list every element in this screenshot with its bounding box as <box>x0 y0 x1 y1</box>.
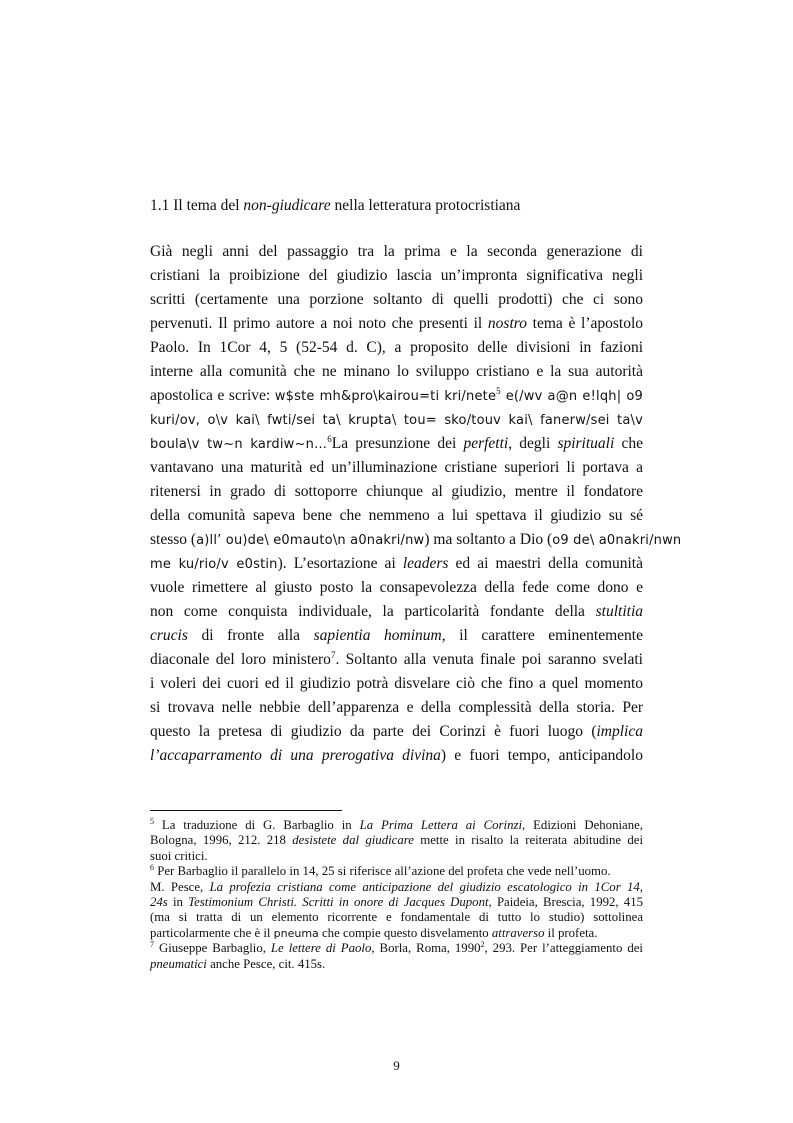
footnote-6: particolarmente che è il pneuma che compie questo disvelamento attraverso il profeta. <box>150 925 598 940</box>
footnote-ref: 6 <box>327 434 332 444</box>
footnote-ref: 5 <box>496 386 501 396</box>
footnote-6: $^6$ Per Barbaglio il parallelo in 14, 25 si riferisce all’azione del profeta che vede nell’uomo. <box>150 863 611 879</box>
body-line: diaconale del loro ministero$^7$. Soltanto alla venuta finale poi saranno svelati <box>150 650 643 668</box>
body-line: scritti (certamente una porzione soltanto di quelli prodotti) che ci sono <box>150 291 643 308</box>
footnote-6: 24s in Testimonium Christi. Scritti in onore di Jacques Dupont, Paideia, Brescia, 1992, 415 <box>150 894 643 909</box>
greek-quote: a)ll’ ou)de\ e0mauto\n a0nakri/nw <box>196 533 425 548</box>
greek-quote: w$ste mh&pro\kairou=ti kri/nete <box>274 389 497 404</box>
body-line: Paolo. In 1Cor 4, 5 (52-54 d. C), a proposito delle divisioni in fazioni <box>150 339 643 356</box>
footnote-7: pneumatici anche Pesce, cit. 415s. <box>150 956 326 971</box>
body-line <box>150 408 643 432</box>
body-line: interne alla comunità che ne minano lo sviluppo cristiano e la sua autorità <box>150 363 643 380</box>
footnote-5: suoi critici. <box>150 848 208 863</box>
body-paragraph <box>150 240 682 768</box>
body-line: della comunità sapeva bene che nemmeno a lui spettava il giudizio su sé <box>150 507 643 524</box>
footnote-6: (ma si tratta di un elemento ricorrente e fondamentale di tutto lo studio) sottolinea <box>150 910 643 925</box>
footnote-separator <box>150 810 342 811</box>
greek-quote: e(/wv a@n e!lqh| o9 <box>500 389 643 404</box>
body-line: vantavano una maturità ed un’illuminazione cristiane superiori li portava a <box>150 459 643 476</box>
body-line: stesso (a)ll’ ou)de\ e0mauto\n a0nakri/nw) ma soltanto a Dio (o9 de\ a0nakri/nwn <box>150 531 682 548</box>
section-heading: 1.1 Il tema del non-giudicare nella letteratura protocristiana <box>150 197 521 214</box>
greek-quote: kuri/ov, o\v kai\ fwti/sei ta\ krupta\ tou= sko/touv kai\ fanerw/sei ta\v <box>150 413 643 428</box>
greek-quote: o9 de\ a0nakri/nwn <box>552 533 682 548</box>
body-line: i voleri dei cuori ed il giudizio potrà disvelare ciò che fino a quel momento <box>150 675 643 692</box>
footnote-7: $^7$ Giuseppe Barbaglio, Le lettere di Paolo, Borla, Roma, 1990$^2$, 293. Per l’atteggiamento dei <box>150 940 643 956</box>
greek-quote: me ku/rio/v e0stin <box>150 557 278 572</box>
footnote-5: $^5$ La traduzione di G. Barbaglio in La Prima Lettera ai Corinzi, Edizioni Dehoniane, <box>150 817 643 832</box>
body-line: si trovava nelle nebbie dell’apparenza e della complessità della storia. Per <box>150 699 643 716</box>
body-line: apostolica e scrive: w$ste mh&pro\kairou=ti kri/nete$^5$ e(/wv a@n e!lqh| o9 <box>150 386 643 404</box>
greek-quote: boula\v tw~n kardiw~n… <box>150 437 328 452</box>
body-line: l’accaparramento di una prerogativa divina) e fuori tempo, anticipandolo <box>150 747 643 764</box>
body-line: ritenersi in grado di sottoporre chiunque al giudizio, mentre il fondatore <box>150 483 643 500</box>
footnote-5: Bologna, 1996, 212. 218 desistete dal giudicare mette in risalto la reiterata abitudine dei <box>150 833 644 848</box>
footnote-ref: 7 <box>330 650 336 660</box>
body-line: questo la pretesa di giudizio da parte dei Corinzi è fuori luogo (implica <box>150 723 643 740</box>
body-line: me ku/rio/v e0stin). L’esortazione ai leaders ed ai maestri della comunità <box>150 555 643 572</box>
body-line: non come conquista individuale, la particolarità fondante della stultitia <box>150 603 643 620</box>
page-number: 9 <box>393 1058 400 1073</box>
footnote-6: M. Pesce, La profezia cristiana come anticipazione del giudizio escatologico in 1Cor 14, <box>150 879 644 894</box>
body-line: cristiani la proibizione del giudizio lascia un’impronta significativa negli <box>150 267 643 284</box>
body-line: boula\v tw~n kardiw~n…$^6$La presunzione dei perfetti, degli spirituali che <box>150 434 643 452</box>
body-line: vuole rimettere al giusto posto la consapevolezza della fede come dono e <box>150 579 643 596</box>
body-line: Già negli anni del passaggio tra la prima e la seconda generazione di <box>150 243 643 260</box>
body-line: pervenuti. Il primo autore a noi noto che presenti il nostro tema è l’apostolo <box>150 315 643 332</box>
footnotes <box>150 818 643 972</box>
body-line: crucis di fronte alla sapientia hominum, il carattere eminentemente <box>150 627 643 644</box>
